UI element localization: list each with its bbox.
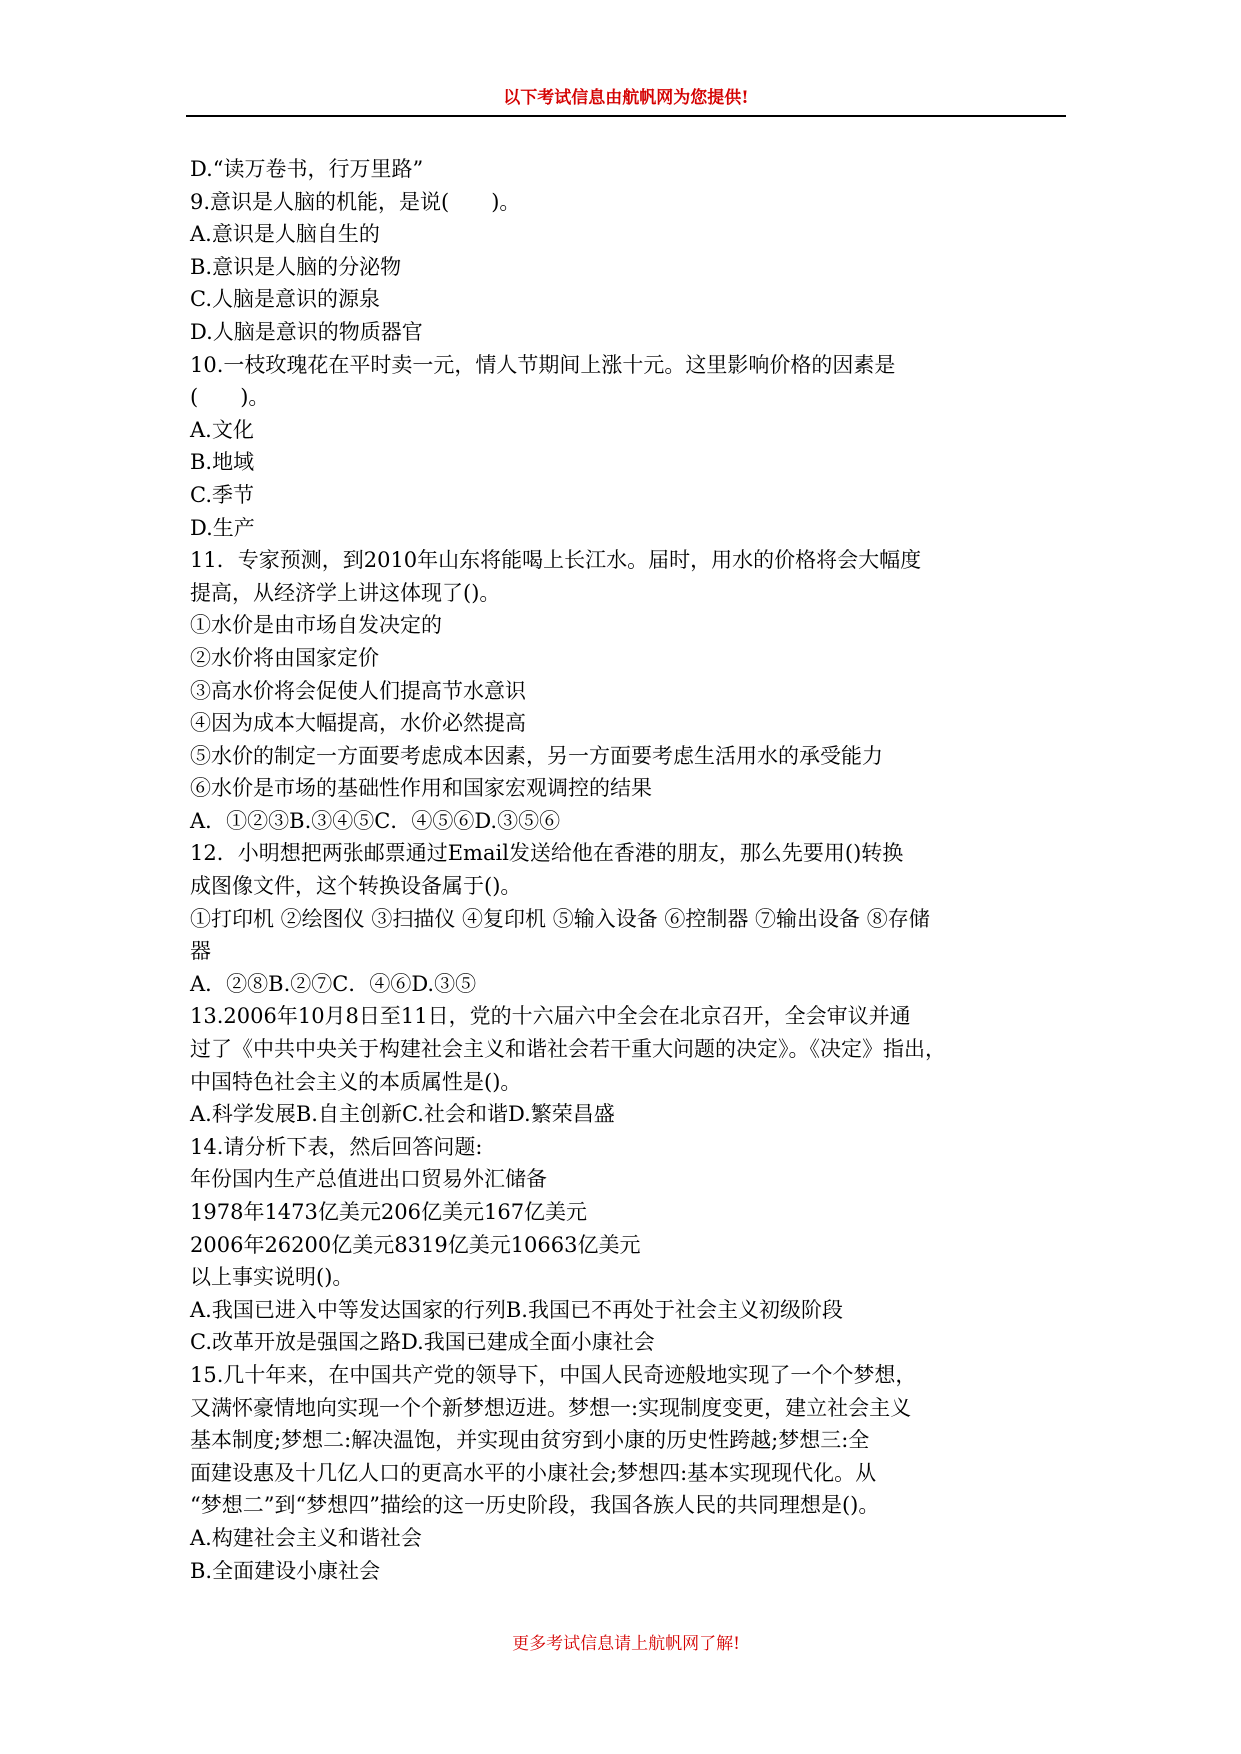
text-line: A.科学发展B.自主创新C.社会和谐D.繁荣昌盛: [190, 1102, 615, 1127]
text-line: ④因为成本大幅提高，水价必然提高: [190, 711, 526, 736]
text-line: 13.2006年10月8日至11日，党的十六届六中全会在北京召开，全会审议并通: [190, 1004, 911, 1029]
document-body: [190, 153, 1060, 1587]
text-line: 15.几十年来，在中国共产党的领导下，中国人民奇迹般地实现了一个个梦想，: [190, 1362, 917, 1387]
text-line: 以上事实说明()。: [190, 1265, 354, 1290]
text-line: 12．小明想把两张邮票通过Email发送给他在香港的朋友，那么先要用()转换: [190, 841, 904, 866]
header-divider: [186, 115, 1066, 117]
text-line: D.生产: [190, 515, 255, 540]
page-footer: 更多考试信息请上航帆网了解!: [512, 1634, 740, 1654]
text-line: A.文化: [190, 417, 254, 442]
text-line: 2006年26200亿美元8319亿美元10663亿美元: [190, 1232, 641, 1257]
text-line: 提高，从经济学上讲这体现了()。: [190, 580, 501, 605]
text-line: C.改革开放是强国之路D.我国已建成全面小康社会: [190, 1330, 655, 1355]
text-line: 11．专家预测，到2010年山东将能喝上长江水。届时，用水的价格将会大幅度: [190, 548, 922, 573]
text-line: 基本制度;梦想二:解决温饱，并实现由贫穷到小康的历史性跨越;梦想三:全: [190, 1428, 870, 1453]
text-line: ⑥水价是市场的基础性作用和国家宏观调控的结果: [190, 776, 652, 801]
text-line: 过了《中共中央关于构建社会主义和谐社会若干重大问题的决定》。《决定》指出，: [190, 1037, 946, 1062]
text-line: ( )。: [190, 385, 270, 410]
text-line: A.构建社会主义和谐社会: [190, 1525, 422, 1550]
text-line: ②水价将由国家定价: [190, 645, 379, 670]
text-line: 10.一枝玫瑰花在平时卖一元，情人节期间上涨十元。这里影响价格的因素是: [190, 352, 896, 377]
text-line: 器: [190, 939, 211, 964]
text-line: D.“读万卷书，行万里路”: [190, 157, 424, 181]
text-line: B.全面建设小康社会: [190, 1558, 381, 1583]
page-header: 以下考试信息由航帆网为您提供!: [503, 88, 749, 108]
text-line: ③高水价将会促使人们提高节水意识: [190, 678, 526, 703]
text-line: 又满怀豪情地向实现一个个新梦想迈进。梦想一:实现制度变更，建立社会主义: [190, 1395, 912, 1420]
text-line: A．②⑧B.②⑦C．④⑥D.③⑤: [190, 971, 477, 996]
text-line: 1978年1473亿美元206亿美元167亿美元: [190, 1200, 588, 1224]
text-line: ①水价是由市场自发决定的: [190, 613, 442, 638]
text-line: 中国特色社会主义的本质属性是()。: [190, 1069, 522, 1094]
text-line: 成图像文件，这个转换设备属于()。: [190, 874, 522, 899]
text-line: B.意识是人脑的分泌物: [190, 254, 402, 279]
text-line: B.地域: [190, 450, 255, 475]
text-line: 14.请分析下表，然后回答问题:: [190, 1134, 483, 1159]
text-line: A.我国已进入中等发达国家的行列B.我国已不再处于社会主义初级阶段: [190, 1297, 843, 1322]
text-line: D.人脑是意识的物质器官: [190, 319, 423, 344]
text-line: 年份国内生产总值进出口贸易外汇储备: [190, 1167, 547, 1192]
text-line: A．①②③B.③④⑤C．④⑤⑥D.③⑤⑥: [190, 808, 561, 833]
text-line: C.季节: [190, 482, 254, 507]
text-line: “梦想二”到“梦想四”描绘的这一历史阶段，我国各族人民的共同理想是()。: [190, 1493, 880, 1518]
text-line: C.人脑是意识的源泉: [190, 287, 380, 312]
text-line: A.意识是人脑自生的: [190, 222, 380, 247]
text-line: 9.意识是人脑的机能，是说( )。: [190, 189, 521, 214]
text-line: 面建设惠及十几亿人口的更高水平的小康社会;梦想四:基本实现现代化。从: [190, 1460, 877, 1485]
text-line: ⑤水价的制定一方面要考虑成本因素，另一方面要考虑生活用水的承受能力: [190, 743, 883, 768]
text-line: ①打印机 ②绘图仪 ③扫描仪 ④复印机 ⑤输入设备 ⑥控制器 ⑦输出设备 ⑧存储: [190, 906, 930, 931]
